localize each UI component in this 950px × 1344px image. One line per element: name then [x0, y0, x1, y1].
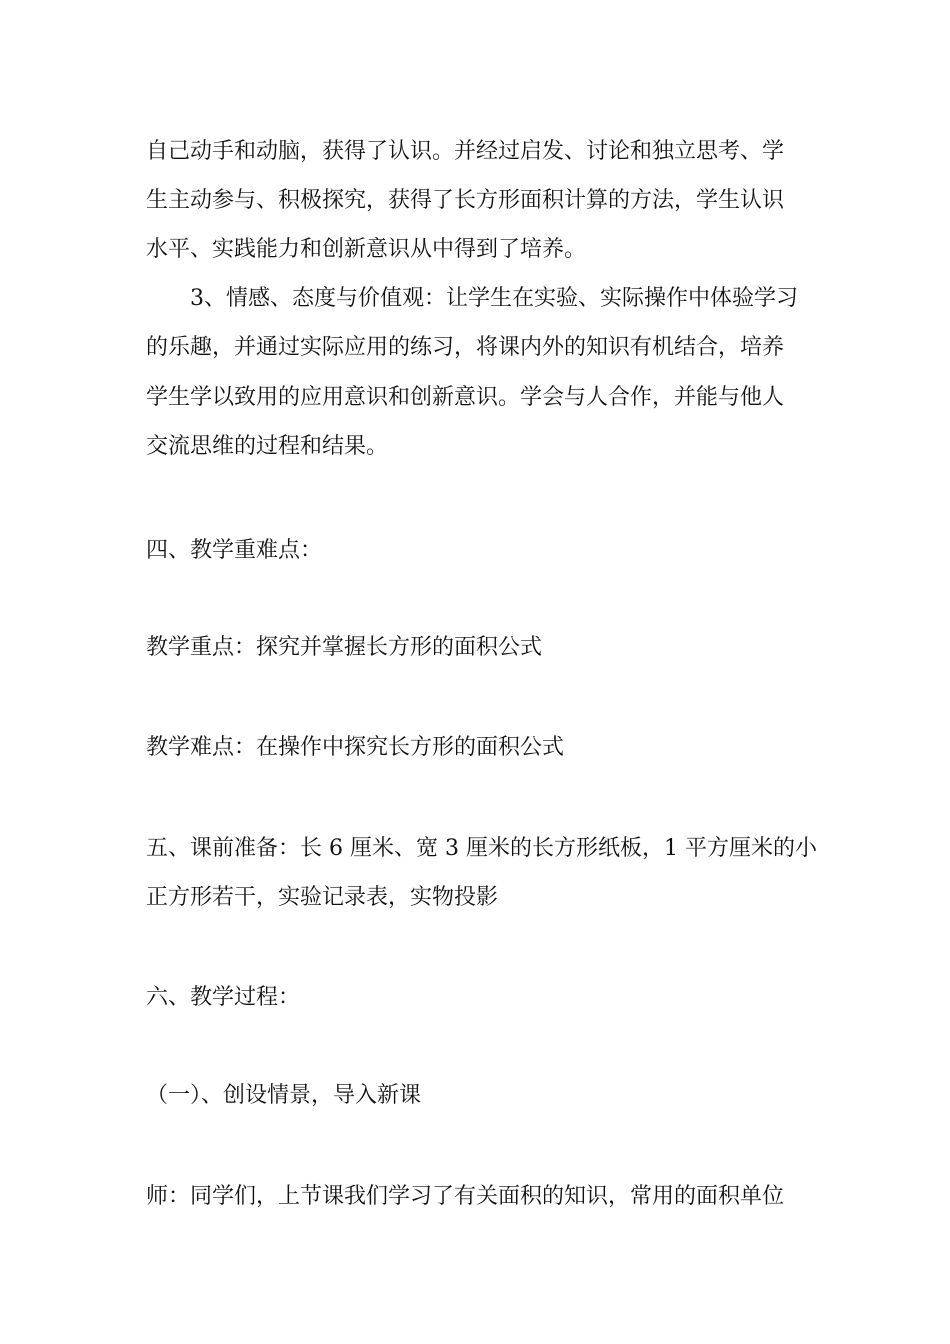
section-heading: 四、教学重难点： [146, 538, 323, 563]
text-line: 的乐趣，并通过实际应用的练习，将课内外的知识有机结合，培养 [146, 335, 785, 360]
text-line: 学生学以致用的应用意识和创新意识。学会与人合作，并能与他人 [146, 385, 785, 410]
subsection-heading: （一）、创设情景，导入新课 [146, 1083, 422, 1108]
text-line: 3、情感、态度与价值观：让学生在实验、实际操作中体验学习 [190, 286, 798, 311]
text-line: 师：同学们，上节课我们学习了有关面积的知识，常用的面积单位 [146, 1184, 785, 1209]
section-heading: 六、教学过程： [146, 985, 301, 1010]
section-heading: 五、课前准备：长 6 厘米、宽 3 厘米的长方形纸板，1 平方厘米的小 [146, 836, 817, 861]
text-line: 交流思维的过程和结果。 [146, 434, 389, 459]
text-line: 正方形若干，实验记录表，实物投影 [146, 885, 499, 910]
text-line: 教学难点：在操作中探究长方形的面积公式 [146, 735, 565, 760]
text-line: 自己动手和动脑，获得了认识。并经过启发、讨论和独立思考、学 [146, 139, 785, 164]
text-line: 水平、实践能力和创新意识从中得到了培养。 [146, 237, 587, 262]
text-line: 教学重点：探究并掌握长方形的面积公式 [146, 635, 543, 660]
text-line: 生主动参与、积极探究，获得了长方形面积计算的方法，学生认识 [146, 188, 785, 213]
